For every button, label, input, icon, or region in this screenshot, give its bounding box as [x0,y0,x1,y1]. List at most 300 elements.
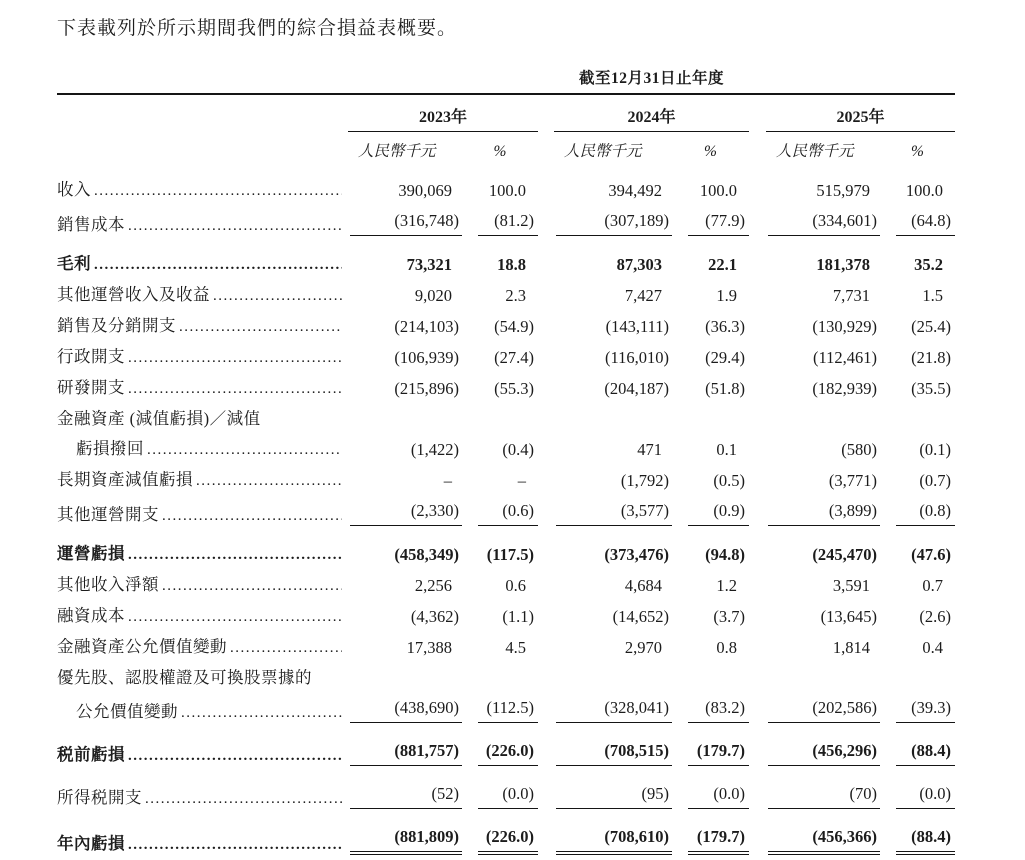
cell-value [554,342,672,373]
cell-value [766,601,880,632]
cell-percent [672,663,749,693]
cell-text: 22.1 [708,255,737,274]
cell-percent [462,531,538,570]
cell-value [348,342,462,373]
column-gap [538,404,554,434]
cell-percent [672,175,749,206]
cell-percent [462,814,538,860]
cell-percent [880,531,955,570]
cell-text: (328,041) [556,698,672,723]
row-label: 銷售成本 [57,215,125,234]
cell-percent [462,434,538,465]
cell-percent [880,632,955,663]
cell-text: (29.4) [705,348,745,367]
column-gap [749,132,766,176]
column-gap [538,465,554,496]
row-label-cell [57,771,348,814]
cell-text: (88.4) [896,741,955,766]
cell-percent [672,404,749,434]
cell-percent [462,311,538,342]
cell-text: (55.3) [494,379,534,398]
dot-leader [159,576,342,596]
row-label: 收入 [57,180,91,199]
cell-value [348,531,462,570]
cell-value [554,570,672,601]
cell-percent [672,280,749,311]
column-gap [749,570,766,601]
cell-value [766,404,880,434]
cell-text: (708,515) [556,741,672,766]
column-gap [538,771,554,814]
table-row [57,663,955,693]
cell-value [554,632,672,663]
table-row [57,175,955,206]
cell-percent [880,601,955,632]
cell-text: (35.5) [911,379,952,398]
row-label: 公允價值變動 [76,702,178,721]
percent-label-2023: % [493,143,507,160]
cell-text: 73,321 [406,255,452,274]
column-gap [538,280,554,311]
cell-value [766,465,880,496]
column-gap [749,728,766,771]
cell-percent [462,373,538,404]
cell-value [554,175,672,206]
cell-text: (81.2) [478,211,538,236]
row-label-cell [57,814,348,860]
cell-text: (4,362) [410,607,459,626]
row-label: 優先股、認股權證及可換股票據的 [57,668,312,687]
cell-text: (112,461) [812,348,877,367]
cell-percent [672,241,749,280]
cell-text: (0.8) [896,501,955,526]
cell-text: 7,731 [832,286,870,305]
cell-value [554,373,672,404]
table-row [57,311,955,342]
cell-value [348,496,462,531]
column-gap [538,632,554,663]
dot-leader [193,471,342,491]
column-gap [538,570,554,601]
cell-value [766,175,880,206]
row-label: 虧損撥回 [76,439,144,458]
column-gap [538,241,554,280]
dot-leader [176,317,342,337]
cell-text: (458,349) [394,545,459,564]
period-header: 截至12月31日止年度 [348,66,955,94]
cell-percent [672,206,749,241]
row-label: 其他運營開支 [57,505,159,524]
cell-text: (95) [556,784,672,809]
row-label-cell [57,434,348,465]
column-gap [749,632,766,663]
column-gap [749,94,766,132]
year-2025: 2025年 [766,94,955,132]
cell-value [766,570,880,601]
cell-value [766,373,880,404]
cell-percent [880,241,955,280]
row-label-cell [57,342,348,373]
column-gap [749,693,766,728]
column-gap [538,693,554,728]
cell-percent [462,496,538,531]
cell-text: (3,577) [556,501,672,526]
cell-percent [672,570,749,601]
cell-percent [880,280,955,311]
row-label: 毛利 [57,254,91,273]
cell-percent [672,693,749,728]
cell-percent [462,280,538,311]
row-label-cell [57,693,348,728]
column-gap [749,175,766,206]
cell-value [766,311,880,342]
row-label-cell [57,496,348,531]
cell-value [554,771,672,814]
cell-text: 4,684 [624,576,662,595]
cell-text: (88.4) [896,827,955,855]
cell-value [766,728,880,771]
table-row [57,404,955,434]
cell-text: (106,939) [394,348,459,367]
percent-label-2025: % [911,143,924,160]
dot-leader [91,255,342,275]
cell-percent [462,601,538,632]
cell-text: (179.7) [688,827,749,855]
cell-text: (51.8) [705,379,745,398]
table-row [57,206,955,241]
column-gap [749,206,766,241]
cell-percent [462,632,538,663]
cell-percent [672,373,749,404]
cell-percent [880,465,955,496]
cell-value [766,241,880,280]
row-label: 其他收入淨額 [57,575,159,594]
cell-text: (3,771) [828,471,877,490]
column-gap [749,601,766,632]
cell-value [348,206,462,241]
table-row [57,465,955,496]
cell-value [766,206,880,241]
cell-text: 2,970 [624,638,662,657]
cell-text: 0.1 [716,440,737,459]
column-gap [538,531,554,570]
cell-percent [462,663,538,693]
cell-text: (2.6) [919,607,952,626]
row-label-cell [57,241,348,280]
cell-percent [880,404,955,434]
table-row [57,771,955,814]
unit-label-2024: 人民幣千元 [564,143,642,160]
cell-percent [462,404,538,434]
cell-text: (0.1) [919,440,952,459]
cell-text: (25.4) [911,317,952,336]
income-statement-table [57,66,955,860]
unit-header-row [57,132,955,176]
cell-value [766,434,880,465]
dot-leader [125,835,342,855]
table-row [57,728,955,771]
cell-text: (3,899) [768,501,880,526]
cell-text: 35.2 [914,255,944,274]
cell-percent [462,728,538,771]
column-gap [749,663,766,693]
cell-text: (214,103) [394,317,459,336]
dot-leader [144,440,342,460]
unit-label-2023: 人民幣千元 [358,143,436,160]
cell-text: (708,610) [556,827,672,855]
cell-text: 3,591 [832,576,870,595]
dot-leader [125,379,342,399]
cell-text: 394,492 [608,181,662,200]
column-gap [538,311,554,342]
row-label-cell [57,728,348,771]
column-gap [749,531,766,570]
row-label-cell [57,311,348,342]
cell-value [348,663,462,693]
column-gap [538,373,554,404]
cell-text: (215,896) [394,379,459,398]
cell-value [766,280,880,311]
cell-value [554,404,672,434]
cell-value [348,311,462,342]
label-column-spacer [57,66,348,94]
row-label: 金融資產 (減值虧損)／減值 [57,409,261,428]
cell-value [766,771,880,814]
cell-value [554,531,672,570]
cell-value [554,206,672,241]
cell-value [554,601,672,632]
table-body [57,175,955,860]
cell-text: 18.8 [497,255,526,274]
row-label-cell [57,280,348,311]
cell-text: 1,814 [832,638,870,657]
cell-text: (245,470) [812,545,877,564]
label-column-spacer [57,94,348,132]
column-gap [749,496,766,531]
cell-text: (64.8) [896,211,955,236]
cell-value [554,241,672,280]
row-label-cell [57,663,348,693]
table-row [57,570,955,601]
cell-text: 7,427 [624,286,662,305]
cell-percent [462,206,538,241]
cell-text: – [517,471,526,490]
cell-text: 100.0 [905,181,944,200]
cell-value [348,175,462,206]
cell-percent [672,342,749,373]
cell-percent [880,771,955,814]
cell-text: (580) [841,440,877,459]
column-gap [749,814,766,860]
row-label: 行政開支 [57,347,125,366]
cell-percent [880,175,955,206]
row-label: 銷售及分銷開支 [57,316,176,335]
column-gap [538,206,554,241]
column-gap [538,175,554,206]
column-gap [749,373,766,404]
table-row [57,342,955,373]
cell-percent [880,342,955,373]
cell-text: 1.9 [716,286,737,305]
column-gap [538,94,554,132]
cell-text: (116,010) [604,348,669,367]
column-gap [538,342,554,373]
cell-value [348,280,462,311]
cell-value [554,434,672,465]
cell-percent [672,311,749,342]
cell-value [554,663,672,693]
cell-value [348,465,462,496]
row-label-cell [57,175,348,206]
column-gap [749,241,766,280]
cell-percent [462,771,538,814]
cell-percent [880,663,955,693]
cell-text: 17,388 [406,638,452,657]
column-gap [749,434,766,465]
cell-percent [880,373,955,404]
column-gap [749,771,766,814]
cell-text: (0.0) [896,784,955,809]
cell-percent [462,241,538,280]
period-header-row [57,66,955,94]
cell-value [348,693,462,728]
table-row [57,496,955,531]
intro-text: 下表載列於所示期間我們的綜合損益表概要。 [57,18,458,39]
cell-text: (27.4) [494,348,534,367]
cell-text: 9,020 [414,286,452,305]
year-2023: 2023年 [348,94,538,132]
label-column-spacer [57,132,348,176]
cell-value [348,373,462,404]
cell-text: 87,303 [616,255,662,274]
cell-value [554,728,672,771]
cell-text: 1.5 [922,286,944,305]
cell-text: (204,187) [604,379,669,398]
row-label-cell [57,531,348,570]
row-label-cell [57,206,348,241]
cell-percent [462,570,538,601]
cell-text: (83.2) [688,698,749,723]
row-label: 税前虧損 [57,745,125,764]
table-row [57,632,955,663]
cell-text: (202,586) [768,698,880,723]
cell-text: 100.0 [488,181,526,200]
cell-percent [880,570,955,601]
table-row [57,814,955,860]
cell-text: (334,601) [768,211,880,236]
row-label-cell [57,601,348,632]
cell-percent [672,496,749,531]
column-gap [749,404,766,434]
column-gap [749,311,766,342]
cell-text: (881,757) [350,741,462,766]
cell-text: 0.8 [716,638,737,657]
table-row [57,241,955,280]
cell-text: (54.9) [494,317,534,336]
cell-value [554,465,672,496]
cell-text: (226.0) [478,827,538,855]
cell-value [348,728,462,771]
percent-label-2024: % [704,143,717,160]
cell-percent [462,465,538,496]
column-gap [749,465,766,496]
cell-percent [880,496,955,531]
cell-text: (0.5) [713,471,745,490]
row-label: 年內虧損 [57,834,125,853]
cell-value [554,814,672,860]
cell-value [348,771,462,814]
dot-leader [125,746,342,766]
cell-text: 4.5 [505,638,526,657]
year-2024: 2024年 [554,94,749,132]
table-row [57,693,955,728]
cell-value [766,342,880,373]
column-gap [749,280,766,311]
dot-leader [142,789,342,809]
cell-text: 515,979 [816,181,870,200]
cell-text: – [443,471,452,490]
cell-percent [672,771,749,814]
row-label: 所得税開支 [57,788,142,807]
cell-text: (52) [350,784,462,809]
cell-value [348,814,462,860]
cell-text: 2.3 [505,286,526,305]
cell-percent [880,434,955,465]
cell-text: (0.0) [478,784,538,809]
cell-text: (1,422) [410,440,459,459]
cell-text: (0.7) [919,471,952,490]
cell-text: (438,690) [350,698,462,723]
table-row [57,601,955,632]
cell-text: 471 [637,440,662,459]
cell-percent [672,465,749,496]
cell-value [766,814,880,860]
row-label: 研發開支 [57,378,125,397]
dot-leader [125,348,342,368]
cell-text: (456,366) [768,827,880,855]
row-label: 長期資產減值虧損 [57,470,193,489]
cell-percent [462,175,538,206]
cell-text: (0.0) [688,784,749,809]
cell-text: 181,378 [816,255,870,274]
row-label: 運營虧損 [57,544,125,563]
column-gap [538,663,554,693]
cell-text: (13,645) [820,607,877,626]
dot-leader [125,607,342,627]
cell-percent [880,206,955,241]
cell-text: (1.1) [502,607,534,626]
row-label: 金融資產公允價值變動 [57,637,227,656]
row-label: 其他運營收入及收益 [57,285,210,304]
column-gap [749,342,766,373]
cell-text: (77.9) [688,211,749,236]
cell-text: (226.0) [478,741,538,766]
table-row [57,373,955,404]
cell-text: (36.3) [705,317,745,336]
table-row [57,531,955,570]
cell-value [348,434,462,465]
dot-leader [210,286,342,306]
cell-text: (14,652) [612,607,669,626]
cell-percent [462,693,538,728]
cell-text: (143,111) [605,317,669,336]
cell-text: (0.4) [502,440,534,459]
cell-text: (39.3) [896,698,955,723]
table-row [57,280,955,311]
row-label-cell [57,570,348,601]
cell-percent [880,693,955,728]
table-row [57,434,955,465]
